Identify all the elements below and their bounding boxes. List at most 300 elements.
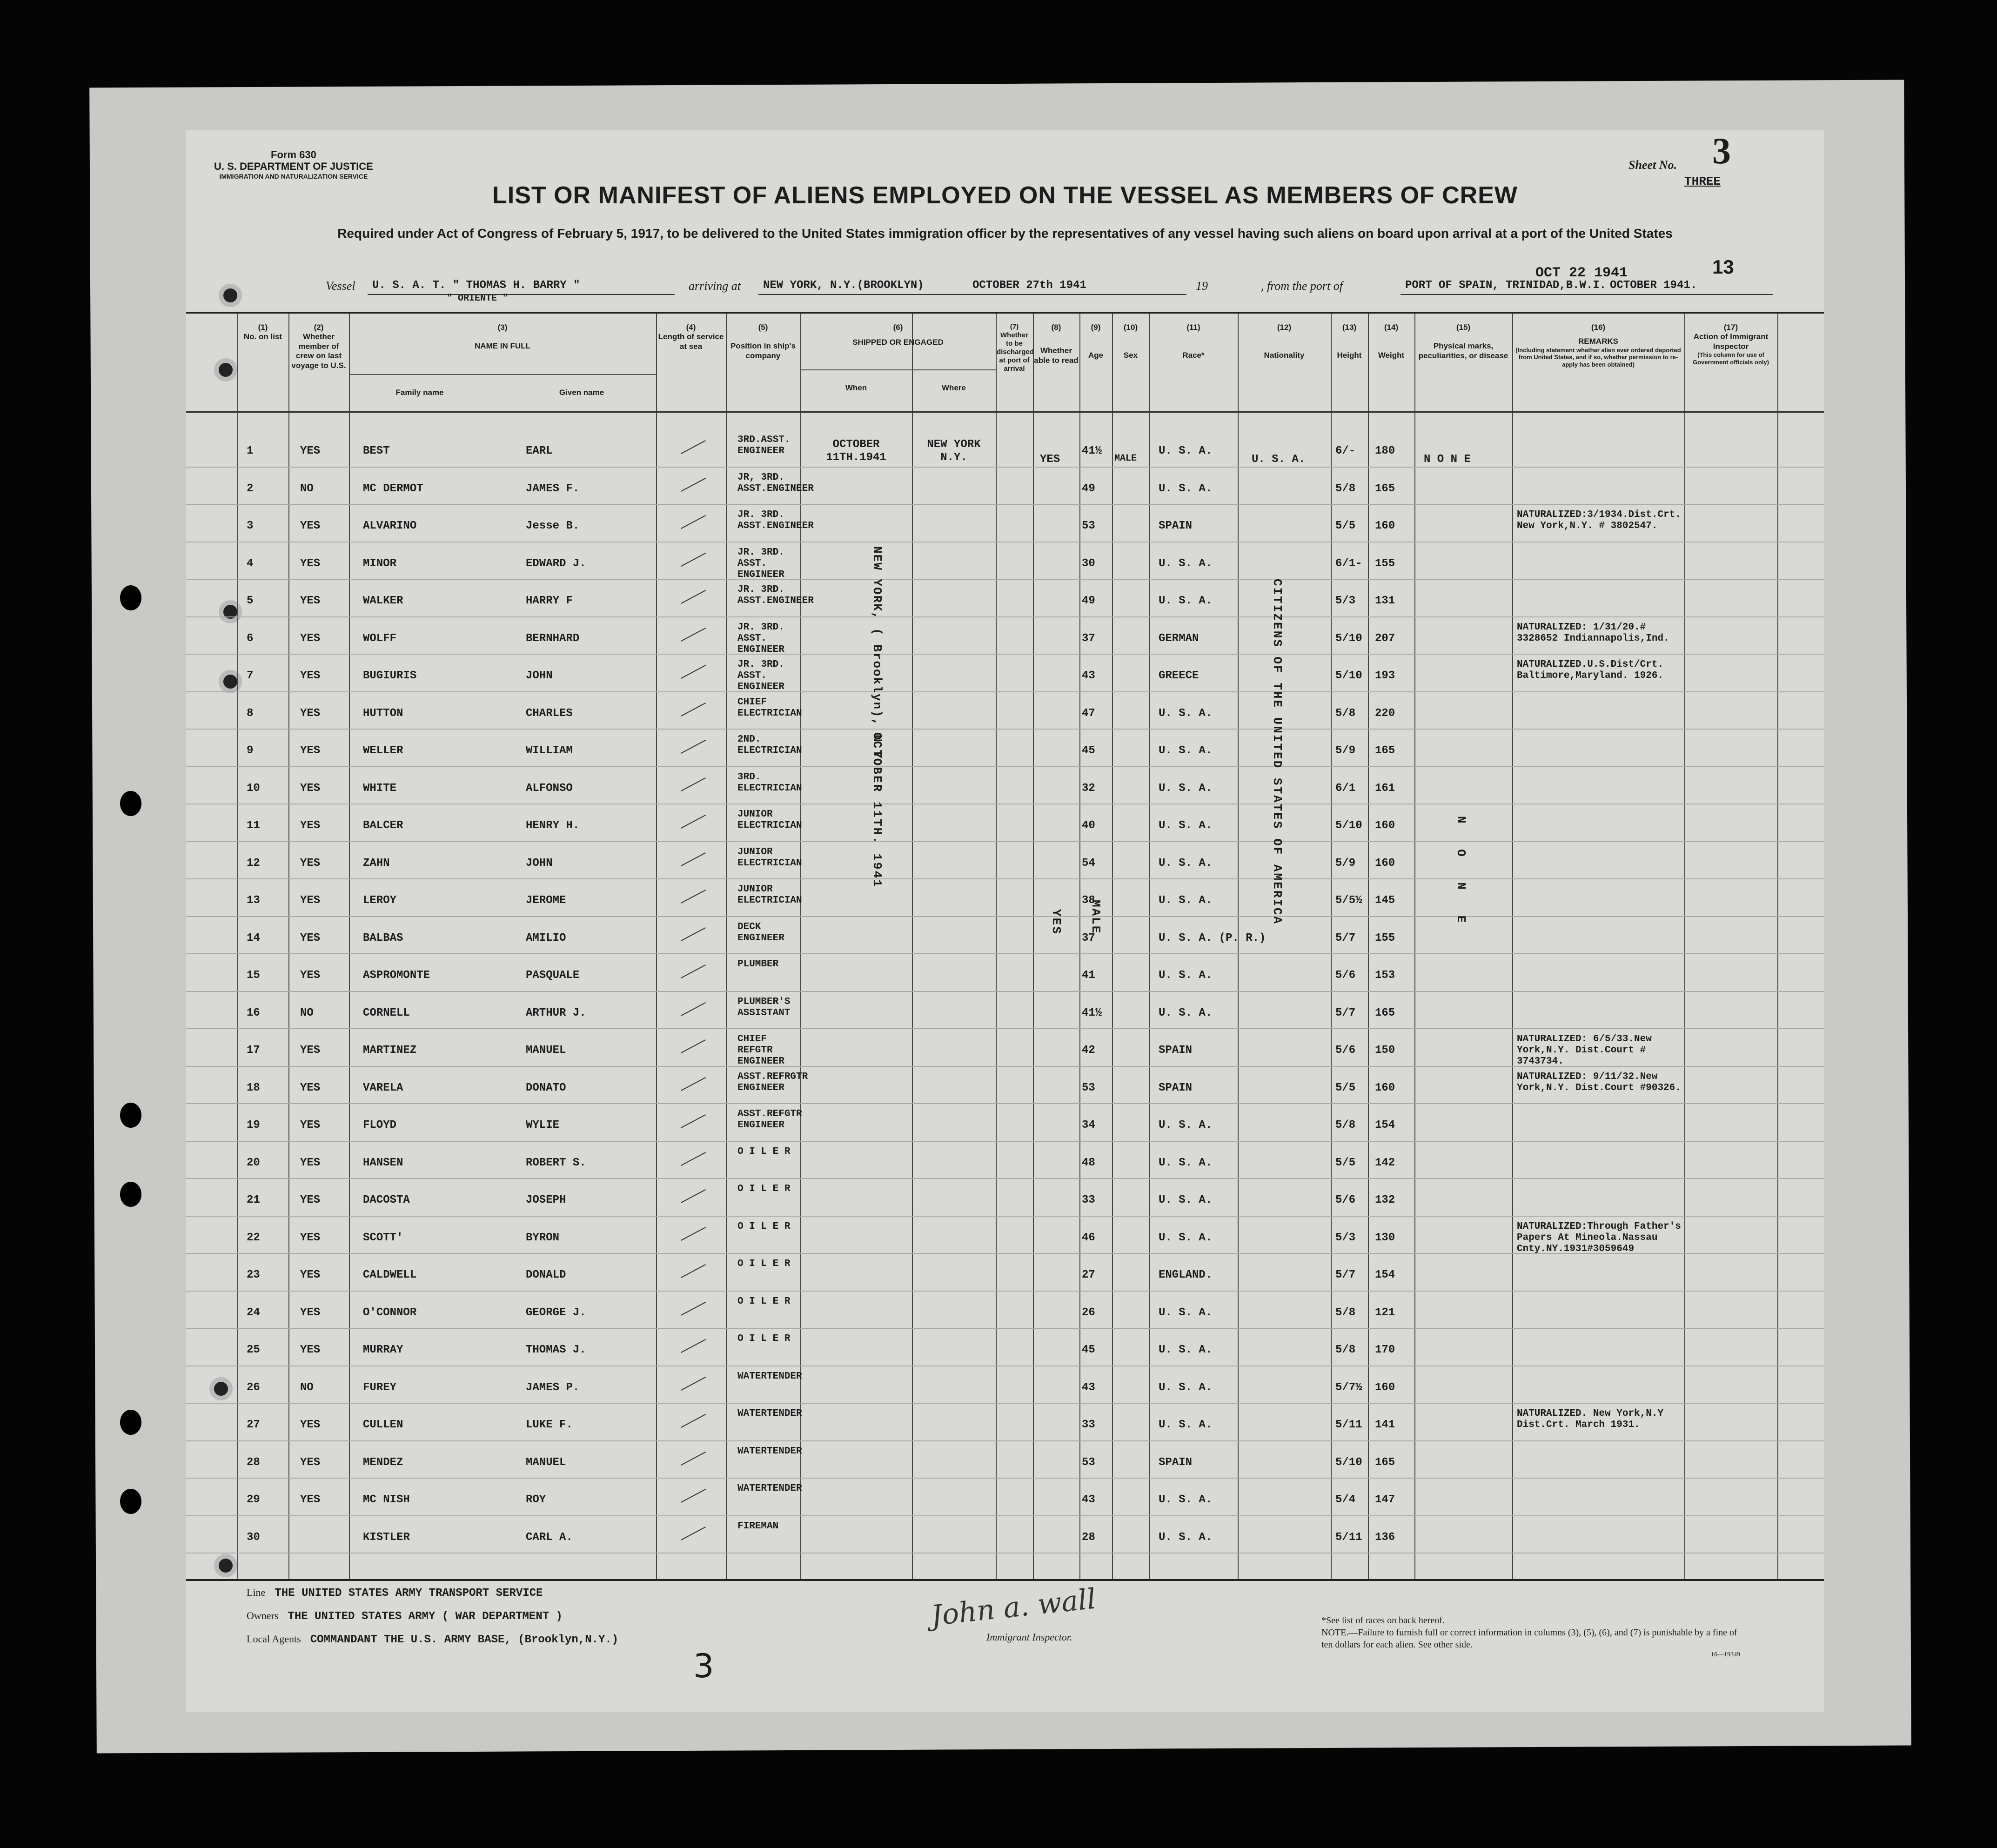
row-rule bbox=[186, 504, 1824, 505]
row-remarks: NATURALIZED: 6/5/33.New York,N.Y. Dist.Court # 3743734. bbox=[1517, 1034, 1652, 1067]
check-mark bbox=[681, 1302, 706, 1316]
row-given-name: AMILIO bbox=[526, 931, 566, 944]
row-position: PLUMBER'S ASSISTANT bbox=[737, 996, 791, 1018]
row-given-name: BERNHARD bbox=[526, 632, 580, 645]
row-family-name: ASPROMONTE bbox=[363, 969, 430, 982]
manifest-sheet bbox=[186, 130, 1824, 1712]
row-race: U. S. A. bbox=[1159, 1156, 1213, 1169]
row-height: 5/9 bbox=[1335, 857, 1356, 870]
owners-label: Owners bbox=[247, 1610, 279, 1621]
row-race: U. S. A. bbox=[1159, 1194, 1213, 1206]
row-race: SPAIN bbox=[1159, 1044, 1193, 1057]
row-age: 41½ bbox=[1082, 445, 1102, 457]
row-position: 3RD.ASST. ENGINEER bbox=[737, 435, 791, 457]
line-value: THE UNITED STATES ARMY TRANSPORT SERVICE bbox=[275, 1587, 543, 1600]
check-mark bbox=[681, 815, 706, 829]
header-num: (16) bbox=[1591, 323, 1606, 332]
from-date: OCTOBER 1941. bbox=[1610, 279, 1697, 292]
row-height: 5/6 bbox=[1335, 1194, 1356, 1206]
row-family-name: HUTTON bbox=[363, 707, 403, 720]
row-voyage: YES bbox=[300, 969, 321, 982]
row-height: 5/10 bbox=[1335, 1456, 1362, 1469]
manifest-table bbox=[186, 312, 1824, 1581]
row-position: JUNIOR ELECTRICIAN bbox=[737, 846, 802, 869]
agents-value: COMMANDANT THE U.S. ARMY BASE, (Brooklyn,N.Y.) bbox=[310, 1634, 619, 1646]
row-race: U. S. A. bbox=[1159, 1006, 1213, 1019]
row-position: ASST.REFGTR ENGINEER bbox=[737, 1109, 802, 1131]
read-row1: YES bbox=[1040, 453, 1060, 466]
header-text: SHIPPED OR ENGAGED bbox=[852, 338, 944, 347]
row-age: 54 bbox=[1082, 857, 1095, 870]
row-number: 23 bbox=[247, 1269, 260, 1281]
check-mark bbox=[681, 1002, 706, 1016]
row-family-name: VARELA bbox=[363, 1081, 403, 1094]
row-height: 5/8 bbox=[1335, 482, 1356, 495]
row-race: U. S. A. bbox=[1159, 1231, 1213, 1244]
row-weight: 160 bbox=[1375, 857, 1395, 870]
row-given-name: MANUEL bbox=[526, 1456, 566, 1469]
check-mark bbox=[681, 740, 706, 754]
row-number: 27 bbox=[247, 1419, 260, 1431]
check-mark bbox=[681, 964, 706, 978]
row-age: 53 bbox=[1082, 1456, 1095, 1469]
row-given-name: GEORGE J. bbox=[526, 1306, 586, 1319]
check-mark bbox=[681, 890, 706, 904]
row-rule bbox=[186, 1291, 1824, 1292]
year-prefix: 19 bbox=[1196, 279, 1208, 293]
row-family-name: ZAHN bbox=[363, 857, 390, 870]
row-family-name: WALKER bbox=[363, 595, 403, 607]
punch-hole bbox=[120, 1489, 141, 1514]
row-family-name: BALBAS bbox=[363, 931, 403, 944]
row-given-name: HENRY H. bbox=[526, 819, 580, 832]
row-voyage: YES bbox=[300, 1231, 321, 1244]
row-height: 5/3 bbox=[1335, 595, 1356, 607]
row-position: JUNIOR ELECTRICIAN bbox=[737, 809, 802, 831]
row-race: U. S. A. bbox=[1159, 445, 1213, 457]
header-text: Weight bbox=[1378, 351, 1405, 360]
row-rule bbox=[186, 991, 1824, 992]
row-race: U. S. A. bbox=[1159, 819, 1213, 832]
row-family-name: MINOR bbox=[363, 557, 397, 570]
header-text: Whether to be discharged at port of arrival bbox=[997, 331, 1034, 373]
row-voyage: YES bbox=[300, 782, 321, 795]
row-rule bbox=[186, 654, 1824, 655]
row-family-name: WOLFF bbox=[363, 632, 397, 645]
header-when: When bbox=[845, 383, 867, 392]
row-given-name: THOMAS J. bbox=[526, 1344, 586, 1356]
header-sub: (This column for use of Government officials only) bbox=[1693, 351, 1769, 366]
row-number: 28 bbox=[247, 1456, 260, 1469]
row-family-name: SCOTT' bbox=[363, 1231, 403, 1244]
row-position: ASST.REFRGTR ENGINEER bbox=[737, 1071, 808, 1093]
row-voyage: YES bbox=[300, 520, 321, 532]
header-num: (12) bbox=[1277, 323, 1292, 332]
row-age: 45 bbox=[1082, 1344, 1095, 1356]
row-family-name: CORNELL bbox=[363, 1006, 410, 1019]
row-height: 5/5 bbox=[1335, 520, 1356, 532]
row-weight: 154 bbox=[1375, 1119, 1395, 1132]
header-col6 bbox=[801, 323, 995, 348]
row-given-name: WILLIAM bbox=[526, 744, 573, 757]
row-height: 6/- bbox=[1335, 445, 1356, 457]
header-num: (1) bbox=[258, 323, 268, 332]
row-age: 53 bbox=[1082, 1081, 1095, 1094]
row-age: 41 bbox=[1082, 969, 1095, 982]
row-voyage: YES bbox=[300, 557, 321, 570]
row-voyage: YES bbox=[300, 1044, 321, 1057]
row-height: 5/7½ bbox=[1335, 1381, 1362, 1394]
row-age: 48 bbox=[1082, 1156, 1095, 1169]
row-position: O I L E R bbox=[737, 1296, 791, 1307]
row-position: JR, 3RD. ASST.ENGINEER bbox=[737, 472, 814, 494]
check-mark bbox=[681, 1377, 706, 1391]
row-rule bbox=[186, 1028, 1824, 1029]
row-given-name: JOHN bbox=[526, 857, 553, 870]
row-position: O I L E R bbox=[737, 1221, 791, 1232]
row-rule bbox=[186, 1403, 1824, 1404]
row-position: 3RD. ELECTRICIAN bbox=[737, 771, 802, 794]
read-vertical: YES bbox=[1049, 909, 1063, 935]
row-race: U. S. A. bbox=[1159, 557, 1213, 570]
check-mark bbox=[681, 1489, 706, 1503]
check-mark bbox=[681, 590, 706, 604]
row-given-name: JOSEPH bbox=[526, 1194, 566, 1206]
row-position: O I L E R bbox=[737, 1184, 791, 1194]
row-number: 8 bbox=[247, 707, 254, 720]
sheet-label: Sheet No. bbox=[1628, 158, 1677, 172]
header-text: Whether able to read bbox=[1034, 346, 1079, 365]
header-num: (2) bbox=[314, 323, 324, 332]
row-given-name: ROY bbox=[526, 1493, 546, 1506]
row-family-name: BUGIURIS bbox=[363, 670, 417, 682]
row-age: 41½ bbox=[1082, 1006, 1102, 1019]
row-age: 47 bbox=[1082, 707, 1095, 720]
row-number: 20 bbox=[247, 1156, 260, 1169]
row-rule bbox=[186, 953, 1824, 954]
row-family-name: KISTLER bbox=[363, 1531, 410, 1544]
form-header bbox=[214, 149, 373, 180]
row-number: 30 bbox=[247, 1531, 260, 1544]
sex-row1: MALE bbox=[1114, 453, 1137, 464]
row-voyage: YES bbox=[300, 1081, 321, 1094]
row-remarks: NATURALIZED.U.S.Dist/Crt. Baltimore,Maryland. 1926. bbox=[1517, 659, 1664, 682]
row-family-name: MC DERMOT bbox=[363, 482, 423, 495]
row-given-name: PASQUALE bbox=[526, 969, 580, 982]
row-given-name: EDWARD J. bbox=[526, 557, 586, 570]
row-race: U. S. A. bbox=[1159, 482, 1213, 495]
row-age: 43 bbox=[1082, 1381, 1095, 1394]
row-height: 5/11 bbox=[1335, 1419, 1362, 1431]
row-voyage: NO bbox=[300, 1006, 314, 1019]
sex-vertical: MALE bbox=[1089, 900, 1103, 935]
header-col14 bbox=[1369, 323, 1414, 361]
row-voyage: YES bbox=[300, 1156, 321, 1169]
header-col17 bbox=[1685, 323, 1776, 366]
row-position: O I L E R bbox=[737, 1333, 791, 1344]
row-family-name: CULLEN bbox=[363, 1419, 403, 1431]
row-remarks: NATURALIZED:Through Father's Papers At Mineola.Nassau Cnty.NY.1931#3059649 bbox=[1517, 1221, 1681, 1254]
row-height: 5/11 bbox=[1335, 1531, 1362, 1544]
row-weight: 160 bbox=[1375, 1081, 1395, 1094]
row-voyage: YES bbox=[300, 857, 321, 870]
marks-vertical: N O N E bbox=[1454, 816, 1468, 932]
row-height: 5/7 bbox=[1335, 1006, 1356, 1019]
header-where: Where bbox=[942, 383, 966, 392]
row-race: GREECE bbox=[1159, 670, 1199, 682]
row-rule bbox=[186, 841, 1824, 842]
form-code: 16—19349 bbox=[1711, 1651, 1740, 1658]
row-family-name: MC NISH bbox=[363, 1493, 410, 1506]
row-race: U. S. A. bbox=[1159, 857, 1213, 870]
row-number: 19 bbox=[247, 1119, 260, 1132]
row-voyage: YES bbox=[300, 1119, 321, 1132]
row-rule bbox=[186, 616, 1824, 617]
header-text: Length of service at sea bbox=[658, 332, 724, 351]
row-height: 5/5 bbox=[1335, 1156, 1356, 1169]
row-age: 49 bbox=[1082, 595, 1095, 607]
header-text: Age bbox=[1088, 351, 1104, 360]
row-weight: 193 bbox=[1375, 670, 1395, 682]
service: IMMIGRATION AND NATURALIZATION SERVICE bbox=[219, 172, 368, 180]
punch-hole bbox=[120, 1182, 141, 1207]
row-position: JUNIOR ELECTRICIAN bbox=[737, 884, 802, 906]
department: U. S. DEPARTMENT OF JUSTICE bbox=[214, 161, 373, 173]
header-col4 bbox=[657, 323, 725, 351]
row-weight: 207 bbox=[1375, 632, 1395, 645]
owners-field bbox=[247, 1610, 563, 1623]
races-note: *See list of races on back hereof. bbox=[1321, 1615, 1445, 1626]
row-family-name: WELLER bbox=[363, 744, 403, 757]
header-num: (10) bbox=[1123, 323, 1138, 332]
row-race: SPAIN bbox=[1159, 520, 1193, 532]
row-height: 5/8 bbox=[1335, 707, 1356, 720]
row-age: 46 bbox=[1082, 1231, 1095, 1244]
row-number: 26 bbox=[247, 1381, 260, 1394]
row-age: 45 bbox=[1082, 744, 1095, 757]
row-weight: 220 bbox=[1375, 707, 1395, 720]
row-weight: 145 bbox=[1375, 894, 1395, 907]
row-number: 5 bbox=[247, 595, 254, 607]
check-mark bbox=[681, 553, 706, 567]
row-age: 37 bbox=[1082, 931, 1095, 944]
row-family-name: O'CONNOR bbox=[363, 1306, 417, 1319]
check-mark bbox=[681, 440, 706, 454]
row-number: 3 bbox=[247, 520, 254, 532]
row-race: U. S. A. bbox=[1159, 1306, 1213, 1319]
row-position: WATERTENDER bbox=[737, 1446, 802, 1457]
check-mark bbox=[681, 703, 706, 716]
row-race: U. S. A. bbox=[1159, 894, 1213, 907]
row-race: U. S. A. bbox=[1159, 744, 1213, 757]
header-sub: (Including statement whether alien ever ordered deported from United States, and if so, whether permission to re-apply has been obtained) bbox=[1515, 346, 1681, 368]
vessel-name: U. S. A. T. " THOMAS H. BARRY " bbox=[372, 279, 580, 292]
header-col15 bbox=[1415, 323, 1511, 361]
row-voyage: NO bbox=[300, 1381, 314, 1394]
row-voyage: YES bbox=[300, 1419, 321, 1431]
row-rule bbox=[186, 1178, 1824, 1179]
row-height: 5/5½ bbox=[1335, 894, 1362, 907]
row-voyage: YES bbox=[300, 707, 321, 720]
row-voyage: YES bbox=[300, 670, 321, 682]
row-rule bbox=[186, 1103, 1824, 1104]
row-race: U. S. A. bbox=[1159, 595, 1213, 607]
row-weight: 141 bbox=[1375, 1419, 1395, 1431]
row-race: SPAIN bbox=[1159, 1081, 1193, 1094]
row-family-name: ALVARINO bbox=[363, 520, 417, 532]
row-given-name: ALFONSO bbox=[526, 782, 573, 795]
row-weight: 165 bbox=[1375, 1456, 1395, 1469]
header-num: (9) bbox=[1091, 323, 1101, 332]
row-remarks: NATURALIZED:3/1934.Dist.Crt. New York,N.Y. # 3802547. bbox=[1517, 509, 1681, 532]
row-height: 5/8 bbox=[1335, 1119, 1356, 1132]
row-remarks: NATURALIZED: 1/31/20.# 3328652 Indiannapolis,Ind. bbox=[1517, 622, 1669, 644]
date-stamp: OCT 22 1941 bbox=[1535, 265, 1628, 281]
row-family-name: FUREY bbox=[363, 1381, 397, 1394]
row-given-name: WYLIE bbox=[526, 1119, 560, 1132]
row-rule bbox=[186, 878, 1824, 879]
header-num: (13) bbox=[1342, 323, 1357, 332]
row-number: 6 bbox=[247, 632, 254, 645]
row-race: U. S. A. bbox=[1159, 1381, 1213, 1394]
check-mark bbox=[681, 1227, 706, 1241]
row-voyage: YES bbox=[300, 1269, 321, 1281]
row-number: 12 bbox=[247, 857, 260, 870]
row-rule bbox=[186, 1515, 1824, 1516]
row-family-name: FLOYD bbox=[363, 1119, 397, 1132]
row-number: 1 bbox=[247, 445, 254, 457]
row-position: JR. 3RD. ASST. ENGINEER bbox=[737, 547, 784, 580]
row-number: 14 bbox=[247, 931, 260, 944]
row-weight: 161 bbox=[1375, 782, 1395, 795]
header-col11 bbox=[1150, 323, 1237, 361]
requirement-text: Required under Act of Congress of February 5, 1917, to be delivered to the United States immigration officer by the representatives of any vessel having such aliens on board upon arrival at a port of the United States bbox=[337, 226, 1673, 241]
header-given: Given name bbox=[559, 388, 604, 397]
row-position: CHIEF ELECTRICIAN bbox=[737, 696, 802, 719]
row-weight: 165 bbox=[1375, 1006, 1395, 1019]
form-number: Form 630 bbox=[271, 149, 316, 161]
punch-hole bbox=[120, 1103, 141, 1128]
row-height: 5/7 bbox=[1335, 1269, 1356, 1281]
header-col5 bbox=[727, 323, 799, 361]
row-weight: 136 bbox=[1375, 1531, 1395, 1544]
agents-label: Local Agents bbox=[247, 1633, 301, 1645]
row-given-name: JOHN bbox=[526, 670, 553, 682]
header-col2 bbox=[289, 323, 348, 370]
row-number: 11 bbox=[247, 819, 260, 832]
header-family: Family name bbox=[395, 388, 444, 397]
check-mark bbox=[681, 515, 706, 529]
row-family-name: HANSEN bbox=[363, 1156, 403, 1169]
row-height: 5/5 bbox=[1335, 1081, 1356, 1094]
row-voyage: YES bbox=[300, 819, 321, 832]
row-remarks: NATURALIZED. New York,N.Y Dist.Crt. March 1931. bbox=[1517, 1408, 1664, 1431]
arriving-label: arriving at bbox=[689, 279, 741, 293]
check-mark bbox=[681, 1077, 706, 1091]
row-position: WATERTENDER bbox=[737, 1371, 802, 1382]
row-age: 33 bbox=[1082, 1419, 1095, 1431]
row-rule bbox=[186, 1141, 1824, 1142]
row-given-name: DONALD bbox=[526, 1269, 566, 1281]
row-height: 5/3 bbox=[1335, 1231, 1356, 1244]
inspector-signature: John a. wall bbox=[929, 1582, 1098, 1633]
shipped-when-row1: OCTOBER 11TH.1941 bbox=[826, 438, 886, 464]
row-position: JR. 3RD. ASST.ENGINEER bbox=[737, 584, 814, 607]
row-weight: 160 bbox=[1375, 819, 1395, 832]
row-race: U. S. A. bbox=[1159, 1344, 1213, 1356]
row-rule bbox=[186, 803, 1824, 804]
row-voyage: YES bbox=[300, 1344, 321, 1356]
row-age: 27 bbox=[1082, 1269, 1095, 1281]
check-mark bbox=[681, 665, 706, 679]
header-text: Race* bbox=[1182, 351, 1205, 360]
row-age: 42 bbox=[1082, 1044, 1095, 1057]
row-number: 2 bbox=[247, 482, 254, 495]
header-text: Whether member of crew on last voyage to U.S. bbox=[291, 332, 346, 370]
row-age: 37 bbox=[1082, 632, 1095, 645]
row-voyage: YES bbox=[300, 445, 321, 457]
row-number: 21 bbox=[247, 1194, 260, 1206]
row-position: FIREMAN bbox=[737, 1520, 779, 1532]
check-mark bbox=[681, 1114, 706, 1128]
punch-hole bbox=[120, 791, 141, 816]
header-num: (6) bbox=[893, 323, 903, 332]
vessel-alt-name: " ORIENTE " bbox=[447, 293, 509, 304]
header-text: NAME IN FULL bbox=[475, 341, 530, 351]
row-voyage: NO bbox=[300, 482, 314, 495]
row-number: 17 bbox=[247, 1044, 260, 1057]
row-number: 9 bbox=[247, 744, 254, 757]
row-height: 5/8 bbox=[1335, 1306, 1356, 1319]
row-race: U. S. A. bbox=[1159, 1531, 1213, 1544]
row-number: 15 bbox=[247, 969, 260, 982]
row-age: 43 bbox=[1082, 670, 1095, 682]
row-voyage: YES bbox=[300, 1306, 321, 1319]
row-given-name: EARL bbox=[526, 445, 553, 457]
page-title: LIST OR MANIFEST OF ALIENS EMPLOYED ON THE VESSEL AS MEMBERS OF CREW bbox=[492, 182, 1518, 209]
row-age: 34 bbox=[1082, 1119, 1095, 1132]
row-given-name: HARRY F bbox=[526, 595, 573, 607]
row-weight: 150 bbox=[1375, 1044, 1395, 1057]
header-col7 bbox=[997, 323, 1032, 373]
row-number: 4 bbox=[247, 557, 254, 570]
row-rule bbox=[186, 916, 1824, 917]
row-given-name: ARTHUR J. bbox=[526, 1006, 586, 1019]
line-field bbox=[247, 1587, 543, 1600]
header-text: REMARKS bbox=[1578, 337, 1618, 346]
row-height: 6/1- bbox=[1335, 557, 1362, 570]
row-family-name: MURRAY bbox=[363, 1344, 403, 1356]
row-race: U. S. A. bbox=[1159, 1493, 1213, 1506]
ring-hole bbox=[219, 284, 242, 307]
row-position: PLUMBER bbox=[737, 959, 779, 970]
header-text: Action of Immigrant Inspector bbox=[1693, 332, 1769, 351]
row-family-name: BALCER bbox=[363, 819, 403, 832]
header-num: (14) bbox=[1384, 323, 1399, 332]
row-given-name: BYRON bbox=[526, 1231, 560, 1244]
row-race: U. S. A. bbox=[1159, 1119, 1213, 1132]
sheet-word: THREE bbox=[1684, 174, 1721, 188]
header-text: Physical marks, peculiarities, or disease bbox=[1418, 341, 1508, 360]
row-family-name: CALDWELL bbox=[363, 1269, 417, 1281]
check-mark bbox=[681, 1452, 706, 1466]
header-text: No. on list bbox=[243, 332, 282, 341]
row-weight: 131 bbox=[1375, 595, 1395, 607]
row-position: CHIEF REFGTR ENGINEER bbox=[737, 1034, 784, 1067]
header-col13 bbox=[1332, 323, 1367, 361]
header-num: (5) bbox=[758, 323, 768, 332]
row-given-name: CARL A. bbox=[526, 1531, 573, 1544]
